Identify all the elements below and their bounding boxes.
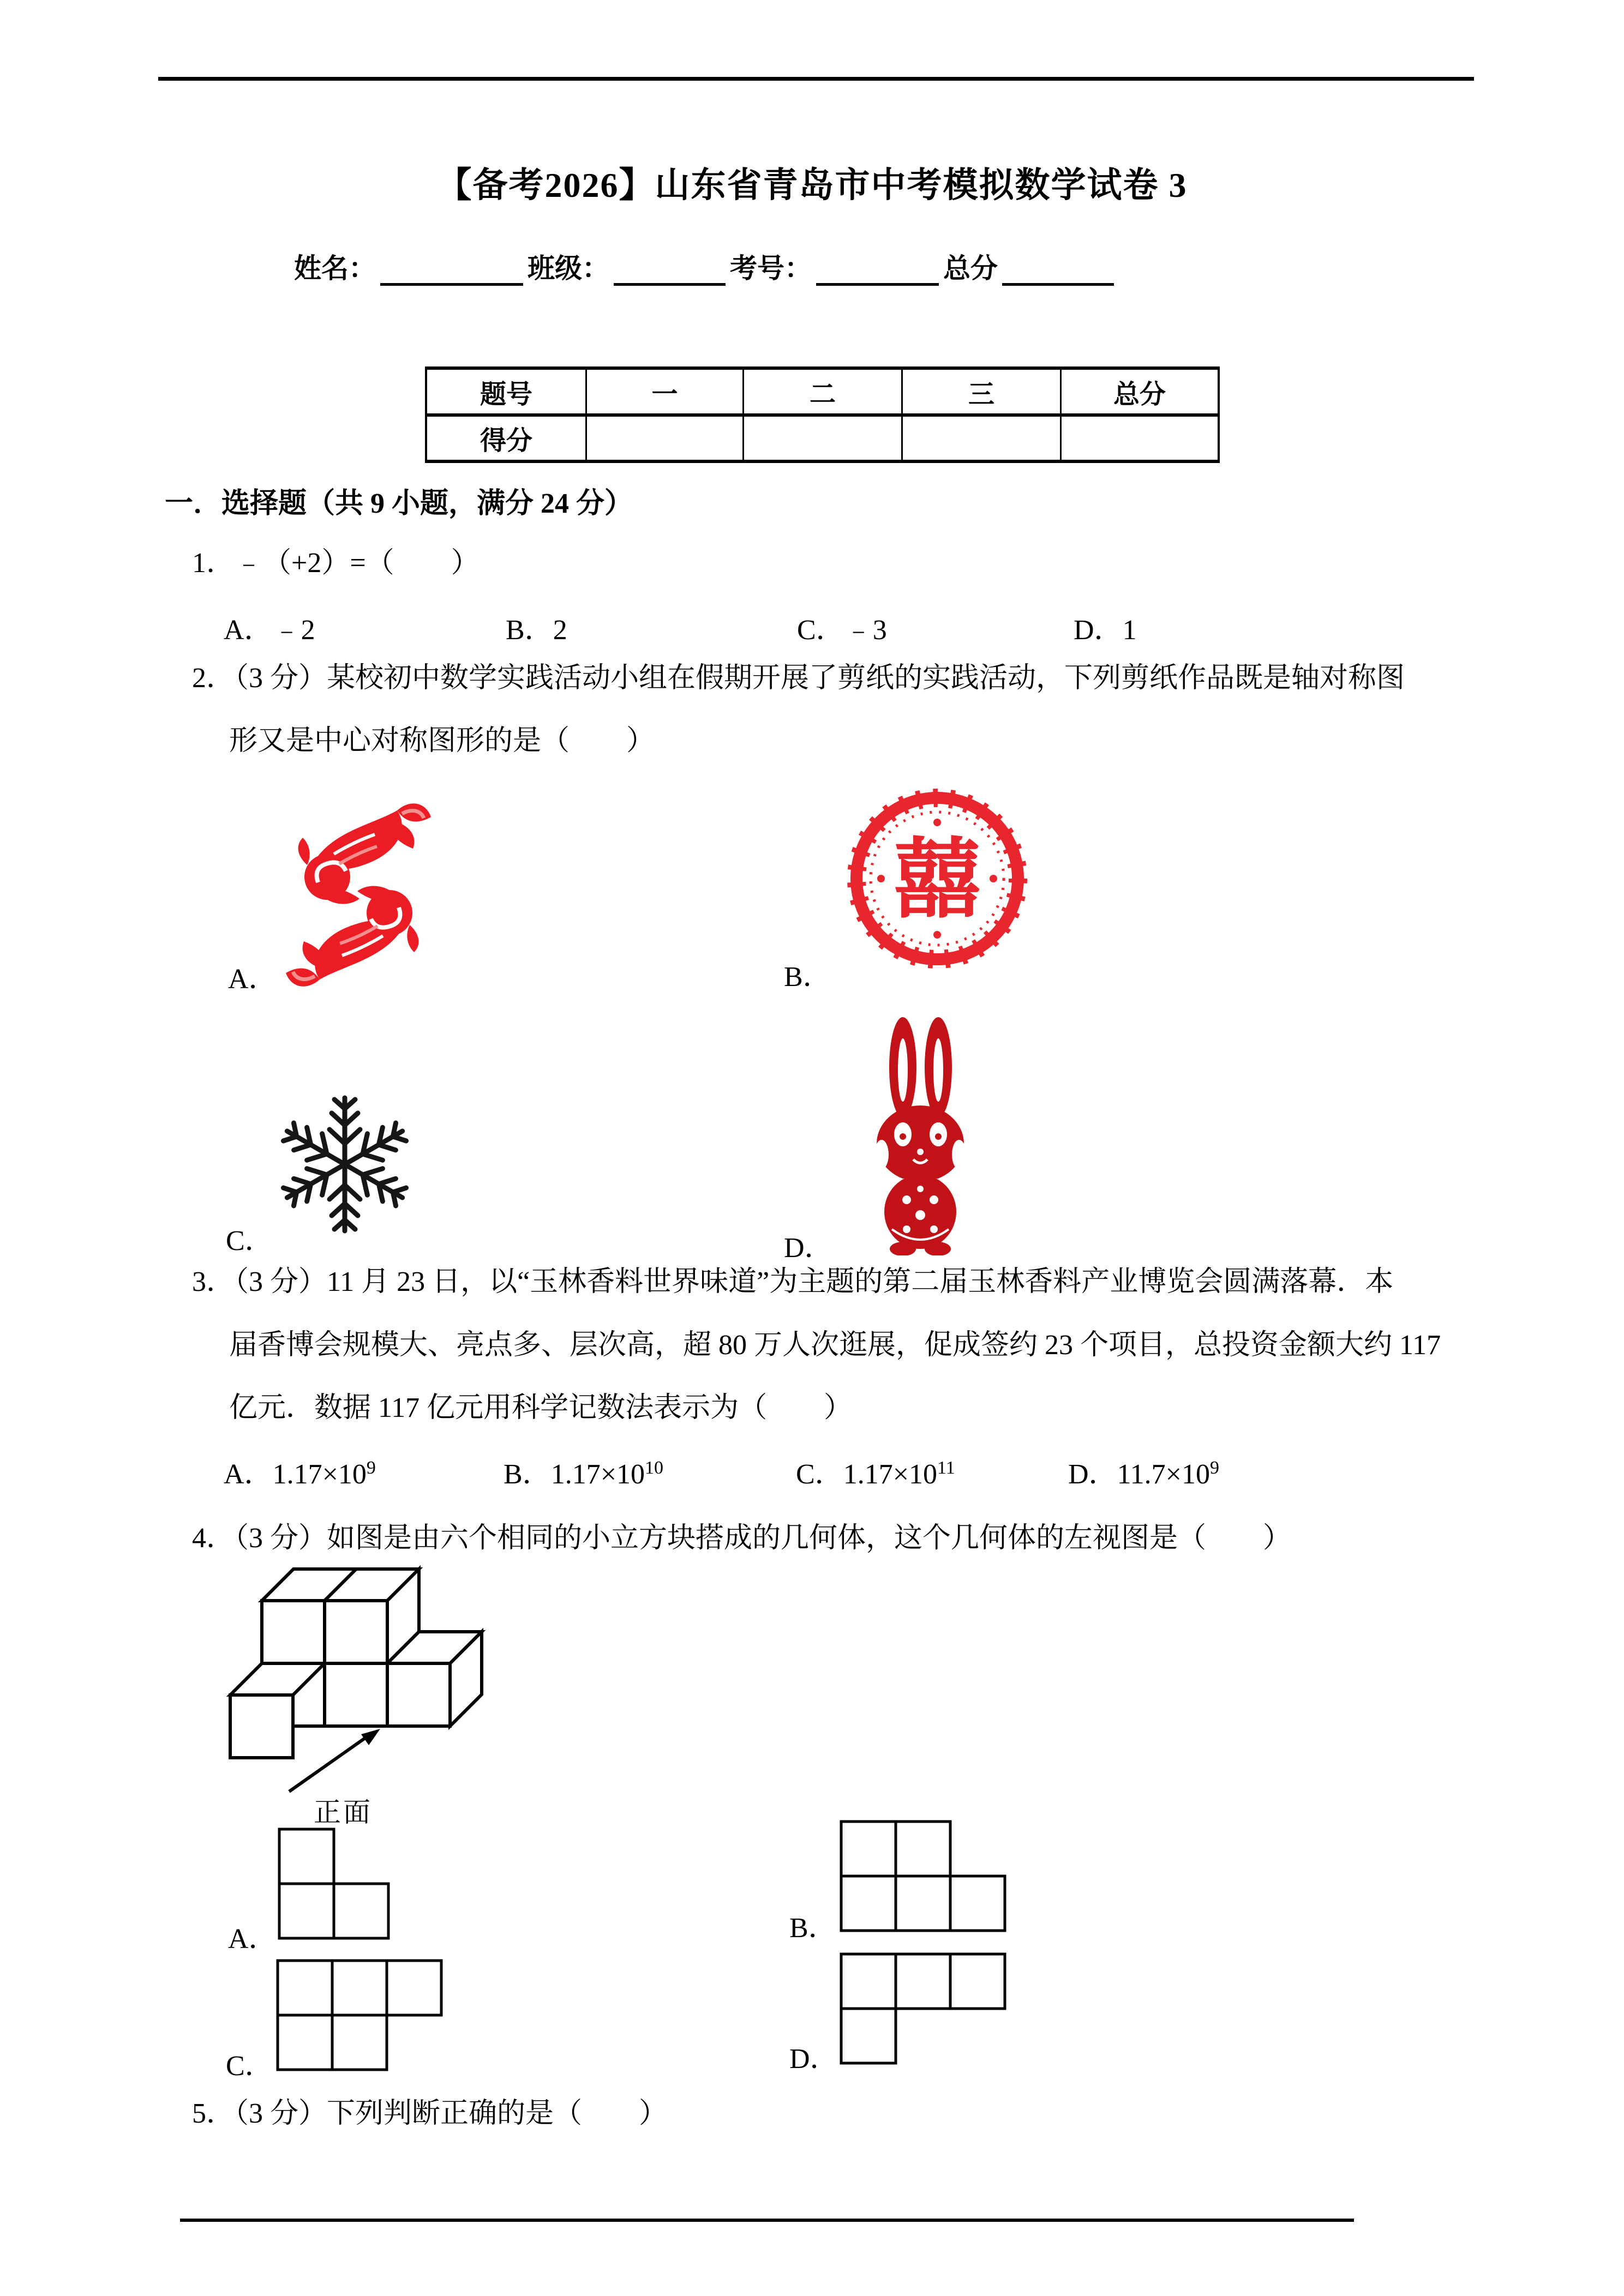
score-cell-2 <box>744 415 902 461</box>
q4-option-A-label: A． <box>228 1924 277 1955</box>
score-table-cell: 二 <box>744 368 902 415</box>
score-table-score-row <box>426 415 1219 461</box>
q4-option-C-label: C． <box>226 2051 273 2082</box>
section-1-heading: 一．选择题（共 9 小题，满分 24 分） <box>165 488 633 519</box>
question-5-number: 5． <box>192 2098 235 2129</box>
question-1-stem <box>192 546 480 580</box>
question-3-number: 3． <box>192 1266 235 1297</box>
q1-option-C: C．﹣3 <box>797 615 887 646</box>
q3-option-A: A．$1.17\times 10^9$ <box>224 1458 376 1490</box>
q4-option-D-label: D． <box>789 2043 838 2075</box>
score-table <box>425 366 1220 463</box>
exam-no-label: 考号： <box>730 253 812 284</box>
class-blank <box>614 253 726 286</box>
rabbit-papercut-figure <box>862 1015 982 1255</box>
q4-option-D-figure <box>839 1952 1009 2067</box>
question-1-text: ﹣（+2）=（ ） <box>235 548 480 579</box>
svg-text:囍: 囍 <box>893 832 981 929</box>
name-label: 姓名： <box>294 253 376 284</box>
q1-option-D: D．1 <box>1074 615 1137 646</box>
score-cell-4 <box>1061 415 1219 461</box>
q3-option-C: C．$1.17\times 10^{11}$ <box>796 1458 955 1490</box>
double-happiness-papercut-figure <box>847 789 1027 969</box>
q2-option-B-label: B． <box>784 961 831 993</box>
student-info-row <box>294 247 1118 286</box>
q1-option-A: A．﹣2 <box>224 615 315 646</box>
snowflake-papercut-figure <box>275 1077 415 1249</box>
name-blank <box>380 253 523 286</box>
score-table-cell: 一 <box>586 368 744 415</box>
cube-stack-figure <box>218 1560 491 1822</box>
q2-option-D-label: D． <box>784 1233 833 1264</box>
score-cell-3 <box>902 415 1061 461</box>
question-3-stem-line1: 3．（3 分）11 月 23 日，以“玉林香料世界味道”为主题的第二届玉林香料产业博览会圆满落幕．本 <box>192 1266 1394 1297</box>
question-5-stem: 5．（3 分）下列判断正确的是（ ） <box>192 2098 668 2129</box>
score-table-cell: 总分 <box>1061 368 1219 415</box>
score-row-label: 得分 <box>426 415 586 461</box>
question-3-stem-line3: 亿元．数据 117 亿元用科学记数法表示为（ ） <box>229 1392 853 1423</box>
total-score-label: 总分 <box>943 253 998 284</box>
q4-option-C-figure <box>275 1958 446 2074</box>
q4-option-B-figure <box>839 1819 1009 1935</box>
page-title: 【备考2026】山东省青岛市中考模拟数学试卷 3 <box>436 166 1188 205</box>
question-2-stem-line2: 形又是中心对称图形的是（ ） <box>229 725 655 756</box>
exam-no-blank <box>816 253 939 286</box>
q4-option-B-label: B． <box>789 1913 837 1944</box>
class-label: 班级： <box>528 253 609 284</box>
q4-option-A-figure <box>277 1827 393 1943</box>
q2-option-C-label: C． <box>226 1225 273 1257</box>
question-1-number: 1． <box>192 548 235 579</box>
front-caption: 正面 <box>314 1797 373 1828</box>
total-score-blank <box>1002 253 1114 286</box>
question-4-number: 4． <box>192 1523 235 1554</box>
q1-option-B: B．2 <box>506 615 567 646</box>
question-4-stem: 4．（3 分）如图是由六个相同的小立方块搭成的几何体，这个几何体的左视图是（ ） <box>192 1523 1292 1554</box>
q2-option-A-label: A． <box>228 964 277 995</box>
score-cell-1 <box>586 415 744 461</box>
score-table-cell: 三 <box>902 368 1061 415</box>
front-direction-arrow <box>289 1729 380 1792</box>
score-table-header-row <box>426 368 1219 415</box>
fish-papercut-figure <box>281 800 436 990</box>
question-2-stem-line1: 2．（3 分）某校初中数学实践活动小组在假期开展了剪纸的实践活动，下列剪纸作品既是轴对称图 <box>192 663 1405 694</box>
question-2-number: 2． <box>192 663 235 694</box>
top-divider <box>158 77 1474 81</box>
score-table-cell: 题号 <box>426 368 586 415</box>
bottom-divider <box>180 2219 1354 2222</box>
question-3-stem-line2: 届香博会规模大、亮点多、层次高，超 80 万人次逛展，促成签约 23 个项目，总投资金额大约 117 <box>229 1330 1441 1361</box>
q3-option-D: D．$11.7\times 10^9$ <box>1068 1458 1219 1490</box>
q3-option-B: B．$1.17\times 10^{10}$ <box>504 1458 664 1490</box>
